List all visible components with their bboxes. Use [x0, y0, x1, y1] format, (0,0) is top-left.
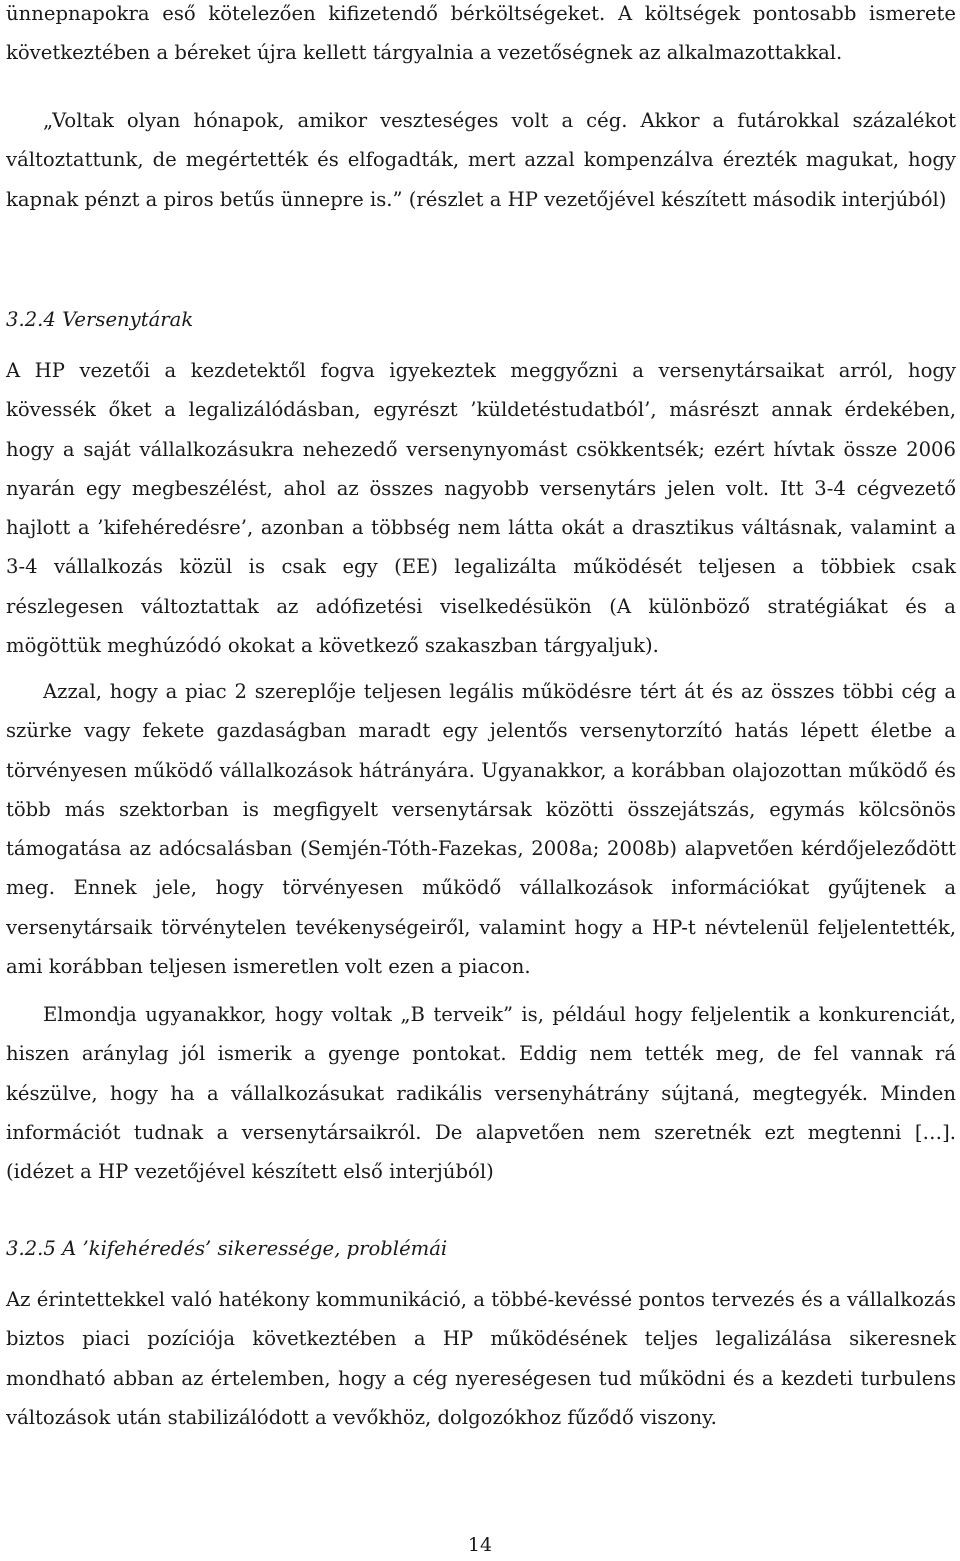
paragraph-success: Az érintettekkel való hatékony kommunikáció, a többé-kevéssé pontos tervezés és a vállalkozás biztos piaci pozíciója következtében a HP működésének teljes legalizálása sikeresnek mondható abban az értelemben, hogy a cég nyereségesen tud működni és a kezdeti turbulens változások után stabilizálódott a vevőkhöz, dolgozókhoz fűződő viszony.	[6, 1288, 956, 1429]
section-heading-3-2-4: 3.2.4 Versenytárak	[6, 308, 194, 331]
section-heading-3-2-5: 3.2.5 A ’kifehéredés’ sikeressége, problémái	[6, 1237, 448, 1260]
paragraph-plan-b-quote: Elmondja ugyanakkor, hogy voltak „B terveik” is, például hogy feljelentik a konkurenciát, hiszen aránylag jól ismerik a gyenge pontokat. Eddig nem tették meg, de fel vannak rá készülve, hogy ha a vállalkozásukat radikális versenyhátrány sújtaná, megtegyék. Minden információt tudnak a versenytársaikról. De alapvetően nem szeretnék ezt megtenni […]. (idézet a HP vezetőjével készített első interjúból)	[6, 1003, 956, 1184]
paragraph-continuation: ünnepnapokra eső kötelezően kifizetendő bérköltségeket. A költségek pontosabb ismerete következtében a béreket újra kellett tárgyalnia a vezetőségnek az alkalmazottakkal.	[6, 2, 956, 65]
interview-quote-paragraph: „Voltak olyan hónapok, amikor veszteséges volt a cég. Akkor a futárokkal százalékot változtattunk, de megértették és elfogadták, mert azzal kompenzálva érezték magukat, hogy kapnak pénzt a piros betűs ünnepre is.” (részlet a HP vezetőjével készített második interjúból)	[6, 109, 956, 211]
paragraph-competitors: A HP vezetői a kezdetektől fogva igyekeztek meggyőzni a versenytársaikat arról, hogy kövessék őket a legalizálódásban, egyrészt ’küldetéstudatból’, másrészt annak érdekében, hogy a saját vállalkozásukra nehezedő versenynyomást csökkentsék; ezért hívtak össze 2006 nyarán egy megbeszélést, ahol az összes nagyobb versenytárs jelen volt. Itt 3-4 cégvezető hajlott a ’kifehéredésre’, azonban a többség nem látta okát a drasztikus váltásnak, valamint a 3-4 vállalkozás közül is csak egy (EE) legalizálta működését teljesen a többiek csak részlegesen változtattak az adófizetési viselkedésükön (A különböző stratégiákat és a mögöttük meghúzódó okokat a következő szakaszban tárgyaljuk).	[6, 359, 956, 658]
paragraph-market-effects: Azzal, hogy a piac 2 szereplője teljesen legális működésre tért át és az összes többi cég a szürke vagy fekete gazdaságban maradt egy jelentős versenytorzító hatás lépett életbe a törvényesen működő vállalkozások hátrányára. Ugyanakkor, a korábban olajozottan működő és több más szektorban is megfigyelt versenytársak közötti összejátszás, egymás kölcsönös támogatása az adócsalásban (Semjén-Tóth-Fazekas, 2008a; 2008b) alapvetően kérdőjeleződött meg. Ennek jele, hogy törvényesen működő vállalkozások információkat gyűjtenek a versenytársaik törvénytelen tevékenységeiről, valamint hogy a HP-t névtelenül feljelentették, ami korábban teljesen ismeretlen volt ezen a piacon.	[6, 680, 956, 979]
page-number: 14	[467, 1534, 493, 1556]
